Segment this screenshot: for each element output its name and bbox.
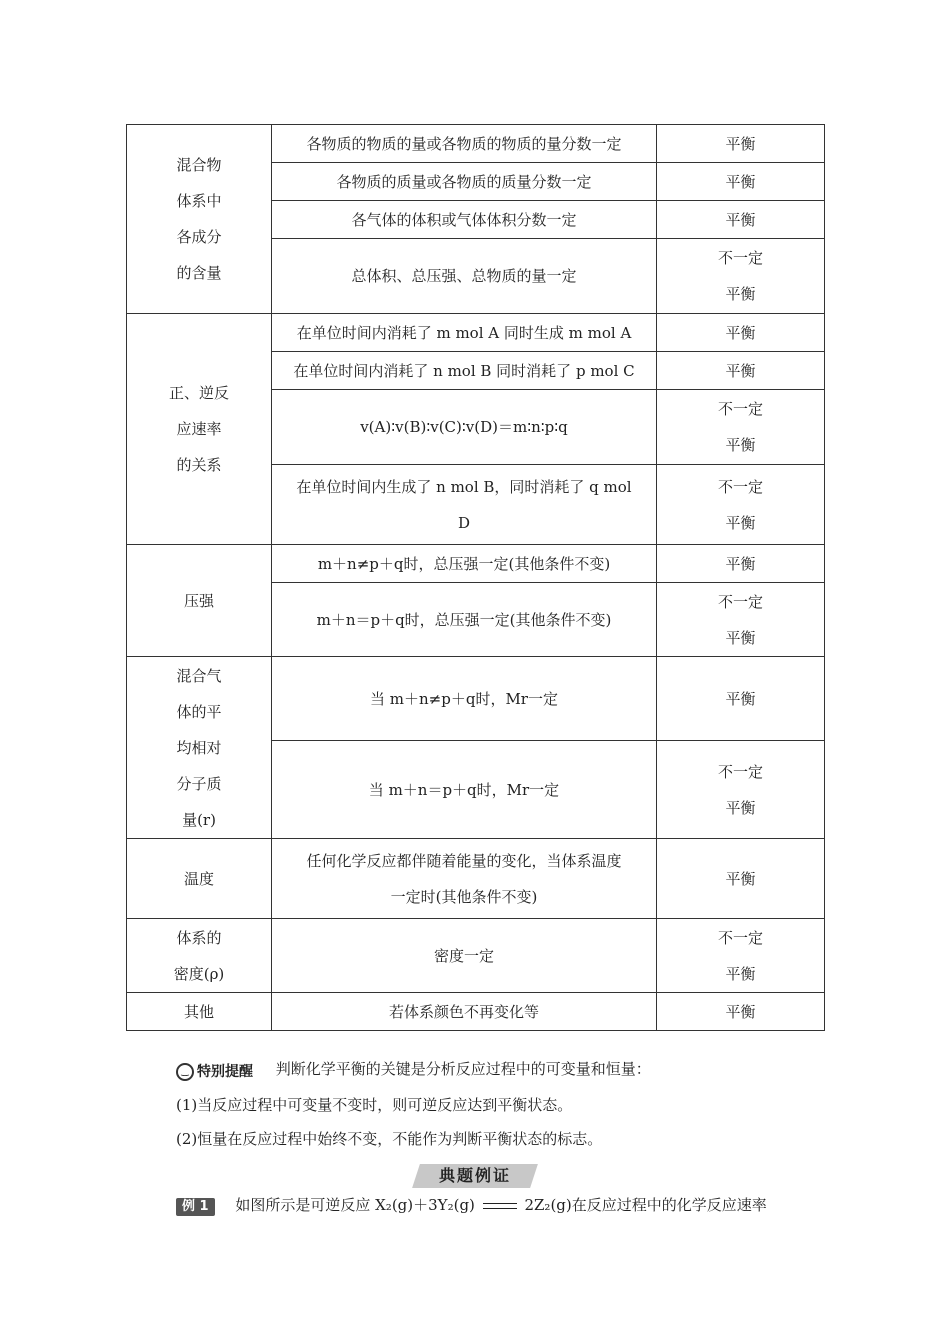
- condition-cell: m＋n＝p＋q时，总压强一定(其他条件不变): [272, 583, 657, 657]
- category-line: 压强: [183, 591, 214, 610]
- condition-cell: 总体积、总压强、总物质的量一定: [272, 239, 657, 314]
- result-line: 不一定: [717, 249, 763, 267]
- condition-cell: v(A)∶v(B)∶v(C)∶v(D)＝m∶n∶p∶q: [272, 390, 657, 465]
- category-line: 温度: [183, 869, 214, 888]
- result-line: 平衡: [725, 285, 756, 303]
- category-line: 量(r): [182, 810, 216, 829]
- result-line: 不一定: [717, 928, 763, 947]
- category-line: 正、逆反: [168, 384, 229, 402]
- result-cell: [657, 465, 825, 545]
- result-line: 平衡: [725, 964, 756, 983]
- category-line: 体系的: [176, 928, 222, 947]
- category-line: 密度(ρ): [173, 964, 225, 983]
- example-text-before: 如图所示是可逆反应 X₂(g)＋3Y₂(g): [235, 1196, 475, 1214]
- equilibrium-criteria-table: [126, 124, 825, 1031]
- section-header: [412, 1164, 538, 1188]
- condition-cell: 若体系颜色不再变化等: [272, 993, 657, 1031]
- result-line: 平衡: [725, 436, 756, 454]
- category-line: 体系中: [176, 192, 222, 210]
- example-badge: 例 1: [176, 1198, 215, 1216]
- result-cell: 平衡: [657, 993, 825, 1031]
- category-cell: [127, 839, 272, 919]
- condition-cell: 在单位时间内消耗了 n mol B 同时消耗了 p mol C: [272, 352, 657, 390]
- result-cell: 平衡: [657, 125, 825, 163]
- condition-cell: 各气体的体积或气体体积分数一定: [272, 201, 657, 239]
- condition-cell: 当 m＋n≠p＋q时，Mr一定: [272, 657, 657, 741]
- condition-cell: [272, 465, 657, 545]
- category-line: 各成分: [176, 228, 222, 246]
- result-cell: 平衡: [657, 352, 825, 390]
- result-line: 不一定: [717, 477, 763, 496]
- reminder-badge: [176, 1061, 253, 1083]
- category-line: 其他: [183, 1002, 214, 1021]
- category-cell: [127, 993, 272, 1031]
- result-cell: 平衡: [657, 314, 825, 352]
- category-line: 的关系: [176, 456, 222, 474]
- result-line: 不一定: [717, 762, 763, 781]
- example-1: [176, 1194, 767, 1216]
- condition-cell: 在单位时间内消耗了 m mol A 同时生成 m mol A: [272, 314, 657, 352]
- condition-line: 一定时(其他条件不变): [390, 887, 538, 906]
- category-cell: [127, 657, 272, 839]
- result-cell: [657, 583, 825, 657]
- condition-cell: 各物质的质量或各物质的质量分数一定: [272, 163, 657, 201]
- condition-cell: 密度一定: [272, 919, 657, 993]
- section-title: 典题例证: [438, 1166, 511, 1185]
- category-cell: [127, 314, 272, 545]
- category-cell: [127, 125, 272, 314]
- example-text-after: 2Z₂(g)在反应过程中的化学反应速率: [524, 1196, 767, 1214]
- reminder-badge-label: 特别提醒: [197, 1064, 253, 1080]
- result-line: 不一定: [717, 592, 763, 611]
- condition-cell: 各物质的物质的量或各物质的物质的量分数一定: [272, 125, 657, 163]
- category-line: 应速率: [176, 420, 222, 438]
- result-cell: 平衡: [657, 657, 825, 741]
- condition-cell: [272, 839, 657, 919]
- result-cell: 平衡: [657, 545, 825, 583]
- result-line: 平衡: [725, 513, 756, 532]
- category-line: 混合气: [176, 666, 222, 685]
- reminder-item-1: (1)当反应过程中可变量不变时，则可逆反应达到平衡状态。: [176, 1096, 573, 1114]
- result-cell: [657, 741, 825, 839]
- result-line: 平衡: [725, 628, 756, 647]
- category-line: 混合物: [176, 156, 222, 174]
- result-cell: 平衡: [657, 201, 825, 239]
- special-reminder: [176, 1058, 651, 1083]
- category-line: 体的平: [176, 702, 222, 721]
- result-cell: 平衡: [657, 163, 825, 201]
- condition-line: 任何化学反应都伴随着能量的变化，当体系温度: [306, 851, 622, 870]
- result-line: 平衡: [725, 798, 756, 817]
- category-line: 分子质: [176, 774, 222, 793]
- result-line: 不一定: [717, 400, 763, 418]
- condition-line: D: [457, 513, 471, 532]
- reversible-arrow-icon: [483, 1200, 517, 1212]
- result-cell: [657, 919, 825, 993]
- result-cell: [657, 239, 825, 314]
- reminder-text: 判断化学平衡的关键是分析反应过程中的可变量和恒量：: [275, 1060, 651, 1078]
- category-cell: [127, 919, 272, 993]
- result-cell: [657, 390, 825, 465]
- reminder-item-2: (2)恒量在反应过程中始终不变，不能作为判断平衡状态的标志。: [176, 1130, 603, 1148]
- category-line: 均相对: [176, 738, 222, 757]
- category-cell: [127, 545, 272, 657]
- condition-cell: 当 m＋n＝p＋q时，Mr一定: [272, 741, 657, 839]
- category-line: 的含量: [176, 264, 222, 282]
- condition-line: 在单位时间内生成了 n mol B，同时消耗了 q mol: [296, 477, 632, 496]
- condition-cell: m＋n≠p＋q时，总压强一定(其他条件不变): [272, 545, 657, 583]
- smiley-icon: ‿: [176, 1063, 194, 1081]
- result-cell: 平衡: [657, 839, 825, 919]
